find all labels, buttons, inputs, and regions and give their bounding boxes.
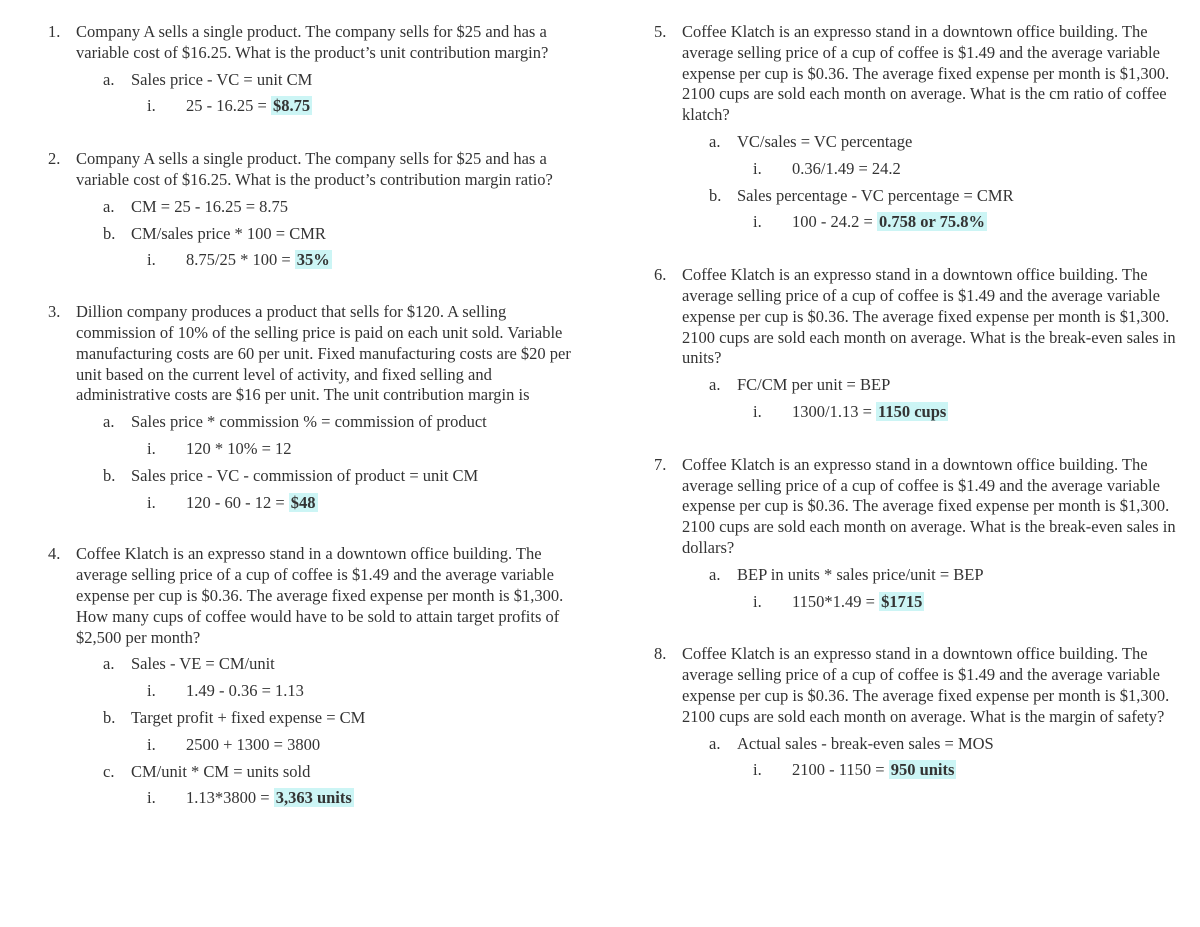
problem-5 bbox=[654, 22, 1190, 233]
step-marker: b. bbox=[103, 707, 116, 727]
sub-step-text: 8.75/25 * 100 = bbox=[186, 250, 295, 270]
question bbox=[48, 544, 578, 648]
step bbox=[48, 70, 578, 91]
sub-step bbox=[48, 96, 578, 117]
step bbox=[654, 132, 1190, 153]
step bbox=[654, 375, 1190, 396]
step-marker: c. bbox=[103, 761, 115, 781]
answer-highlight: 35% bbox=[296, 250, 330, 270]
sub-step-text: 2100 - 1150 = bbox=[792, 760, 889, 780]
step-text: Sales price - VC = unit CM bbox=[131, 69, 313, 89]
problem-6 bbox=[654, 265, 1190, 423]
step-marker: a. bbox=[103, 654, 115, 674]
answer-highlight: $1715 bbox=[881, 591, 923, 611]
step-text: Sales percentage - VC percentage = CMR bbox=[737, 185, 1014, 205]
sub-step bbox=[654, 760, 1190, 781]
sub-step-text: 1.49 - 0.36 = 1.13 bbox=[186, 681, 304, 701]
question bbox=[48, 22, 578, 64]
sub-step-text: 0.36/1.49 = 24.2 bbox=[792, 158, 901, 178]
step-marker: a. bbox=[709, 733, 721, 753]
answer-highlight: 1150 cups bbox=[878, 401, 947, 421]
answer-highlight: $48 bbox=[290, 492, 316, 512]
question bbox=[654, 265, 1190, 369]
sub-step-text: 120 - 60 - 12 = bbox=[186, 492, 289, 512]
sub-step-text: 1300/1.13 = bbox=[792, 401, 877, 421]
problem-1 bbox=[48, 22, 578, 117]
problem-number: 2. bbox=[48, 149, 61, 169]
step-text: FC/CM per unit = BEP bbox=[737, 375, 891, 395]
step bbox=[654, 565, 1190, 586]
question-text: Coffee Klatch is an expresso stand in a downtown office building. The average selling price of a cup of coffee is $1.49 and the average variable expense per cup is $0.36. The average fixed expense per month is $1,300. How many cups of coffee would have to be sold to attain target profits of $2,500 per month? bbox=[76, 544, 564, 647]
step-text: Actual sales - break-even sales = MOS bbox=[737, 733, 994, 753]
step bbox=[48, 762, 578, 783]
step-marker: a. bbox=[709, 375, 721, 395]
sub-step bbox=[654, 159, 1190, 180]
step-marker: a. bbox=[709, 564, 721, 584]
sub-step-marker: i. bbox=[753, 401, 762, 421]
sub-step-marker: i. bbox=[753, 760, 762, 780]
step-text: Sales - VE = CM/unit bbox=[131, 654, 275, 674]
question bbox=[654, 22, 1190, 126]
question-text: Dillion company produces a product that sells for $120. A selling commission of 10% of the selling price is paid on each unit sold. Variable manufacturing costs are 60 per unit. Fixed manufacturing costs are $20 per unit based on the current level of activity, and fixed selling and administrative costs are $16 per unit. The unit contribution margin is bbox=[76, 302, 571, 405]
sub-step-marker: i. bbox=[147, 438, 156, 458]
sub-step-marker: i. bbox=[147, 96, 156, 116]
problem-7 bbox=[654, 455, 1190, 613]
sub-step bbox=[48, 788, 578, 809]
step-text: CM = 25 - 16.25 = 8.75 bbox=[131, 196, 289, 216]
sub-step-text: 1150*1.49 = bbox=[792, 591, 880, 611]
sub-step-marker: i. bbox=[147, 788, 156, 808]
problem-8 bbox=[654, 644, 1190, 781]
step-marker: b. bbox=[709, 185, 722, 205]
step bbox=[654, 734, 1190, 755]
sub-step bbox=[48, 250, 578, 271]
sub-step-marker: i. bbox=[147, 734, 156, 754]
sub-step bbox=[48, 439, 578, 460]
step-marker: a. bbox=[709, 131, 721, 151]
question bbox=[48, 149, 578, 191]
step bbox=[48, 224, 578, 245]
question bbox=[48, 302, 578, 406]
left-column bbox=[48, 22, 578, 809]
answer-highlight: $8.75 bbox=[272, 96, 311, 116]
problem-number: 4. bbox=[48, 544, 61, 564]
problem-2 bbox=[48, 149, 578, 271]
step-marker: b. bbox=[103, 465, 116, 485]
problem-number: 6. bbox=[654, 265, 667, 285]
step bbox=[48, 197, 578, 218]
sub-step-marker: i. bbox=[753, 158, 762, 178]
question bbox=[654, 455, 1190, 559]
answer-highlight: 3,363 units bbox=[275, 788, 352, 808]
question-text: Company A sells a single product. The company sells for $25 and has a variable cost of $16.25. What is the product’s contribution margin ratio? bbox=[76, 149, 553, 189]
sub-step-text: 120 * 10% = 12 bbox=[186, 438, 292, 458]
step-text: Target profit + fixed expense = CM bbox=[131, 707, 366, 727]
answer-highlight: 950 units bbox=[890, 760, 955, 780]
sub-step-text: 2500 + 1300 = 3800 bbox=[186, 734, 321, 754]
answer-highlight: 0.758 or 75.8% bbox=[878, 212, 985, 232]
step bbox=[48, 708, 578, 729]
step bbox=[48, 412, 578, 433]
problem-number: 5. bbox=[654, 22, 667, 41]
sub-step bbox=[654, 212, 1190, 233]
sub-step bbox=[654, 402, 1190, 423]
problem-4 bbox=[48, 544, 578, 809]
problem-3 bbox=[48, 302, 578, 513]
step-text: Sales price * commission % = commission of product bbox=[131, 412, 487, 432]
step-marker: a. bbox=[103, 412, 115, 432]
problem-number: 3. bbox=[48, 302, 61, 322]
question-text: Company A sells a single product. The company sells for $25 and has a variable cost of $16.25. What is the product’s unit contribution margin? bbox=[76, 22, 549, 62]
sub-step-marker: i. bbox=[753, 591, 762, 611]
step-text: VC/sales = VC percentage bbox=[737, 131, 913, 151]
problem-number: 7. bbox=[654, 454, 667, 474]
sub-step-marker: i. bbox=[147, 250, 156, 270]
question-text: Coffee Klatch is an expresso stand in a downtown office building. The average selling price of a cup of coffee is $1.49 and the average variable expense per cup is $0.36. The average fixed expense per month is $1,300. 2100 cups are sold each month on average. What is the cm ratio of coffee klatch? bbox=[682, 22, 1170, 125]
right-column bbox=[654, 22, 1190, 781]
question bbox=[654, 644, 1190, 727]
sub-step-marker: i. bbox=[147, 492, 156, 512]
problem-number: 1. bbox=[48, 22, 61, 41]
sub-step bbox=[48, 493, 578, 514]
sub-step-text: 100 - 24.2 = bbox=[792, 212, 877, 232]
step-marker: b. bbox=[103, 223, 116, 243]
step-marker: a. bbox=[103, 69, 115, 89]
question-text: Coffee Klatch is an expresso stand in a downtown office building. The average selling price of a cup of coffee is $1.49 and the average variable expense per cup is $0.36. The average fixed expense per month is $1,300. 2100 cups are sold each month on average. What is the break-even sales in dollars? bbox=[682, 454, 1176, 557]
step bbox=[48, 654, 578, 675]
step-text: BEP in units * sales price/unit = BEP bbox=[737, 564, 984, 584]
step-marker: a. bbox=[103, 196, 115, 216]
sub-step-marker: i. bbox=[147, 681, 156, 701]
sub-step bbox=[48, 735, 578, 756]
question-text: Coffee Klatch is an expresso stand in a downtown office building. The average selling price of a cup of coffee is $1.49 and the average variable expense per cup is $0.36. The average fixed expense per month is $1,300. 2100 cups are sold each month on average. What is the break-even sales in units? bbox=[682, 265, 1176, 368]
step bbox=[654, 186, 1190, 207]
sub-step-text: 1.13*3800 = bbox=[186, 788, 274, 808]
step bbox=[48, 466, 578, 487]
step-text: Sales price - VC - commission of product = unit CM bbox=[131, 465, 479, 485]
step-text: CM/sales price * 100 = CMR bbox=[131, 223, 326, 243]
sub-step-marker: i. bbox=[753, 212, 762, 232]
sub-step bbox=[654, 592, 1190, 613]
sub-step-text: 25 - 16.25 = bbox=[186, 96, 271, 116]
question-text: Coffee Klatch is an expresso stand in a downtown office building. The average selling price of a cup of coffee is $1.49 and the average variable expense per cup is $0.36. The average fixed expense per month is $1,300. 2100 cups are sold each month on average. What is the margin of safety? bbox=[682, 644, 1170, 726]
step-text: CM/unit * CM = units sold bbox=[131, 761, 311, 781]
sub-step bbox=[48, 681, 578, 702]
problem-number: 8. bbox=[654, 644, 667, 664]
